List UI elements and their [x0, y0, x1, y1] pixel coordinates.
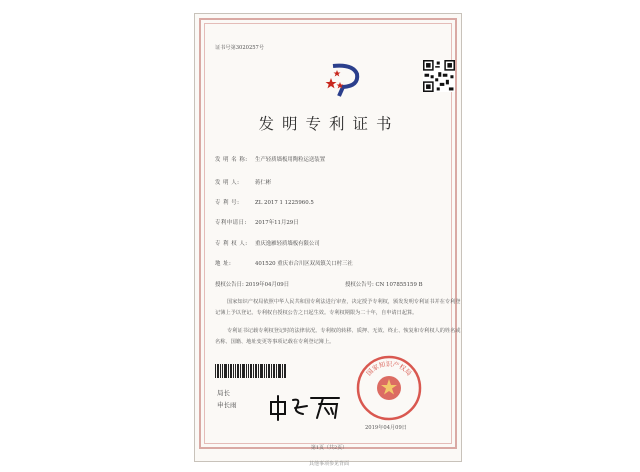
footnote: 其他事项参见背面 [308, 461, 349, 467]
field-value: 401520 重庆市合川区双凤镇关口村三社 [255, 261, 353, 267]
field-label: 专利申请日: [215, 220, 247, 226]
field-patent-number [215, 198, 314, 206]
field-value: 2017年11月29日 [255, 220, 299, 226]
field-value: ZL 2017 1 1225960.5 [255, 200, 314, 206]
page-info: 第1页（共2页） [310, 445, 348, 451]
grant-number: 授权公告号: CN 107855159 B [345, 282, 423, 288]
patent-certificate [194, 13, 462, 467]
field-patentee [215, 239, 320, 247]
certificate-paragraph-1: 国家知识产权局依照中华人民共和国专利法进行审查，决定授予专利权，颁发发明专利证书并在专利登记簿上予以登记。专利权自授权公告之日起生效。专利权期限为二十年，自申请日起算。 [215, 299, 461, 316]
field-address [215, 259, 353, 267]
barcode-icon [215, 364, 287, 384]
seal-text: 国家知识产权局 [364, 360, 414, 378]
certificate-number: 证书号第3020257号 [215, 45, 265, 51]
director-signature [267, 392, 347, 422]
director-title: 局长 [217, 389, 230, 397]
official-seal [355, 354, 423, 422]
field-value: 重庆逸雁轻质墙板有限公司 [255, 241, 320, 247]
grant-date: 授权公告日: 2019年04月09日 [215, 282, 290, 288]
seal-date: 2019年04月09日 [365, 425, 407, 431]
field-label: 专 利 权 人: [215, 241, 248, 247]
field-value: 生产轻质墙板用陶粒运送装置 [255, 157, 326, 163]
field-label: 发 明 人: [215, 180, 240, 186]
certificate-paragraph-2: 专利证书记载专利权登记时的法律状况。专利权的转移、质押、无效、终止、恢复和专利权人的姓名或名称、国籍、地址变更等事项记载在专利登记簿上。 [215, 328, 461, 345]
director-name: 申长雨 [217, 401, 237, 409]
field-label: 发 明 名 称: [215, 157, 248, 163]
field-application-date [215, 218, 299, 226]
qr-code-icon [423, 60, 455, 92]
field-value: 蒋仁彬 [255, 180, 272, 186]
field-label: 地 址: [215, 261, 232, 267]
field-inventor [215, 178, 271, 186]
field-label: 专 利 号: [215, 200, 240, 206]
cnipa-logo [323, 60, 367, 100]
field-invention-name [215, 155, 325, 163]
certificate-title: 发明专利证书 [258, 115, 400, 133]
